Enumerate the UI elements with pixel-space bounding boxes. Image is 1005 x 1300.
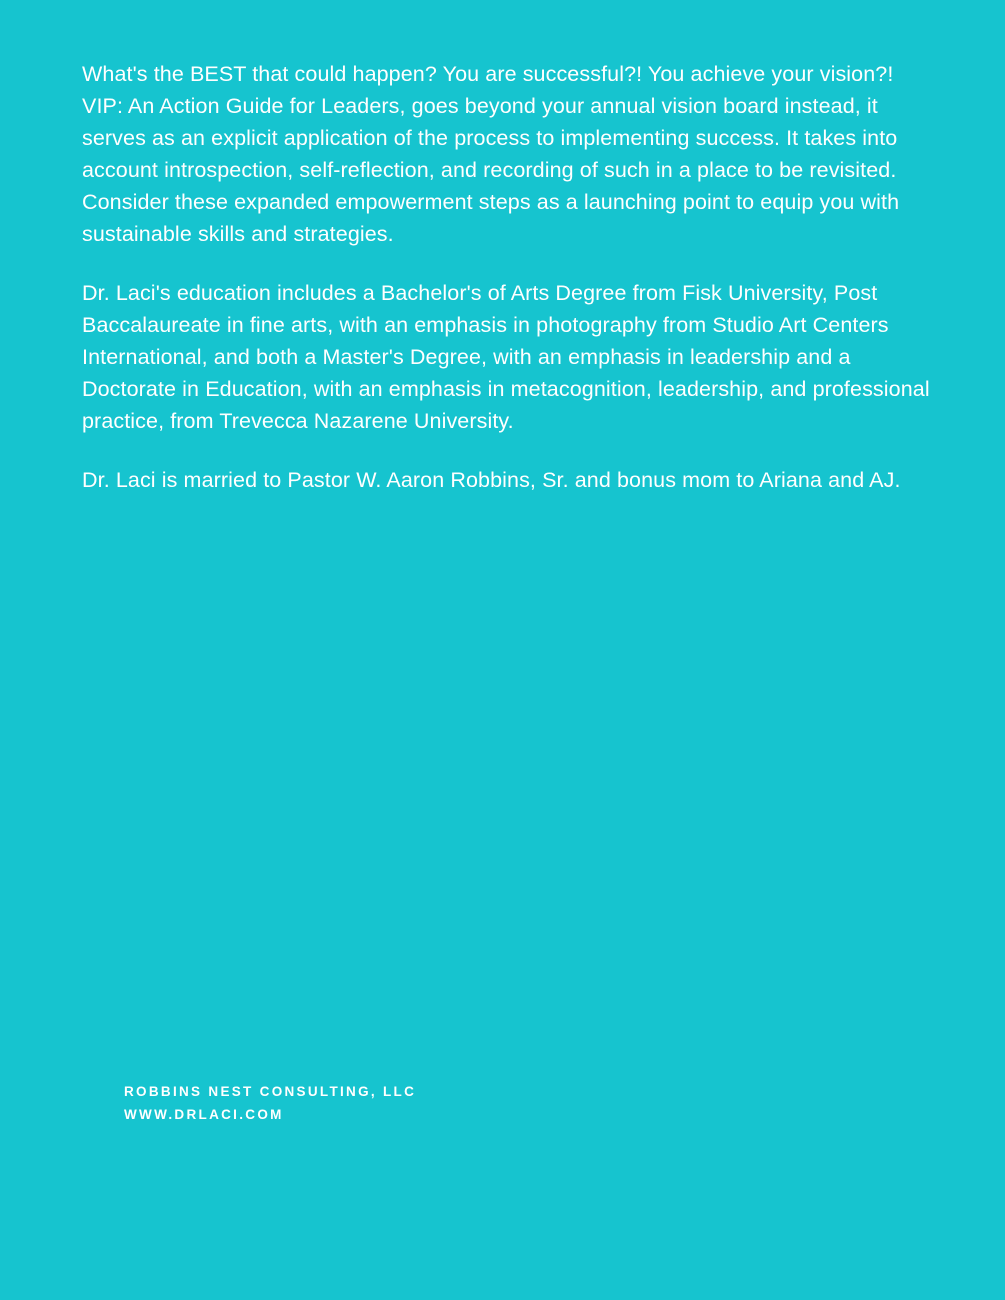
footer-company-name: ROBBINS NEST CONSULTING, LLC [124,1084,417,1099]
footer-website: WWW.DRLACI.COM [124,1107,284,1122]
footer [124,1080,416,1126]
paragraph-intro: What's the BEST that could happen? You are successful?! You achieve your vision?! VIP: An Action Guide for Leaders, goes beyond your annual vision board instead, it serves as an explicit application of the process to implementing success. It takes into account introspection, self-reflection, and recording of such in a place to be revisited. Consider these expanded empowerment steps as a launching point to equip you with sustainable skills and strategies. [82,62,900,246]
paragraph-family: Dr. Laci is married to Pastor W. Aaron Robbins, Sr. and bonus mom to Ariana and AJ. [82,468,901,492]
body-copy [82,58,930,496]
paragraph-education: Dr. Laci's education includes a Bachelor's of Arts Degree from Fisk University, Post Baccalaureate in fine arts, with an emphasis in photography from Studio Art Centers International, and both a Master's Degree, with an emphasis in leadership and a Doctorate in Education, with an emphasis in metacognition, leadership, and professional practice, from Trevecca Nazarene University. [82,281,930,433]
